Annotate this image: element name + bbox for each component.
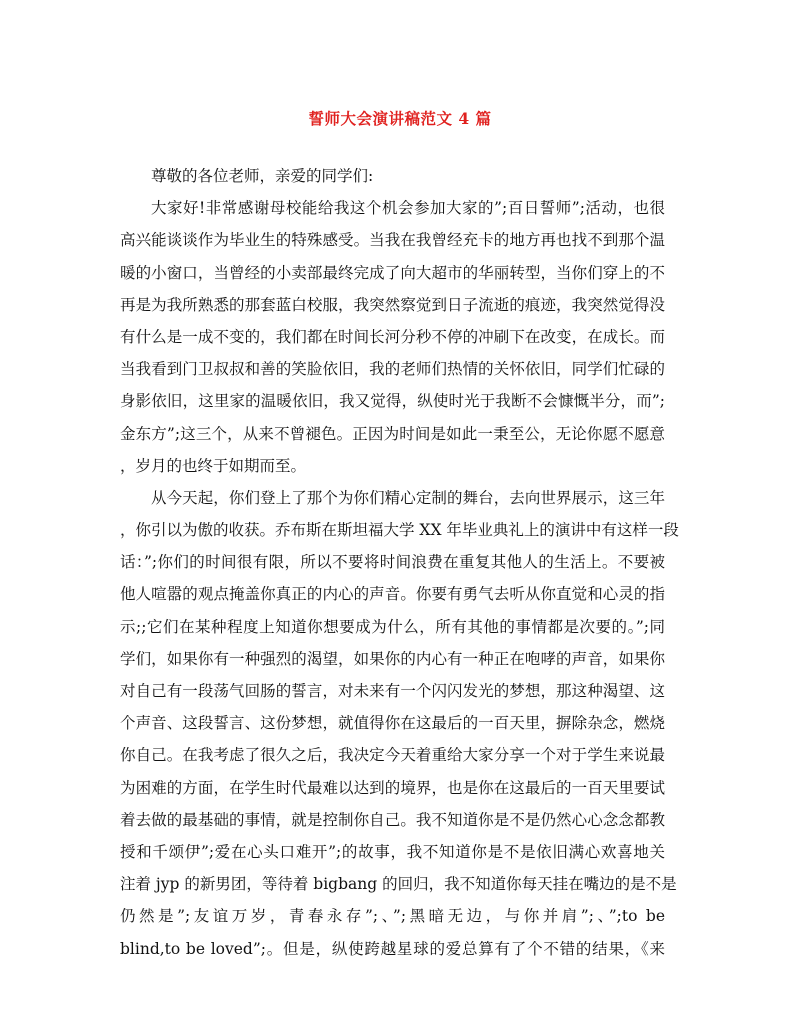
text-line: blind,to be loved”;。但是，纵使跨越星球的爱总算有了个不错的结果，《来 (120, 939, 665, 958)
text-line: 金东方”;这三个，从来不曾褪色。正因为时间是如此一秉至公，无论你愿不愿意 (120, 424, 665, 443)
text-line: 当我看到门卫叔叔和善的笑脸依旧，我的老师们热情的关怀依旧，同学们忙碌的 (120, 360, 665, 379)
text-line: 着去做的最基础的事情，就是控制你自己。我不知道你是不是仍然心心念念都教 (120, 810, 665, 829)
text-line: 注着 jyp 的新男团，等待着 bigbang 的回归，我不知道你每天挂在嘴边的是不是 (120, 875, 677, 894)
document-title: 誓师大会演讲稿范文 4 篇 (308, 109, 492, 128)
text-line: 大家好!非常感谢母校能给我这个机会参加大家的”;百日誓师”;活动，也很 (151, 199, 665, 218)
text-line: 为困难的方面，在学生时代最难以达到的境界，也是你在这最后的一百天里要试 (120, 778, 665, 797)
text-line: 暖的小窗口，当曾经的小卖部最终完成了向大超市的华丽转型，当你们穿上的不 (120, 263, 665, 282)
text-line: 他人喧嚣的观点掩盖你真正的内心的声音。你要有勇气去听从你直觉和心灵的指 (120, 585, 665, 604)
document-body (120, 160, 679, 965)
text-line: 你自己。在我考虑了很久之后，我决定今天着重给大家分享一个对于学生来说最 (120, 746, 665, 765)
text-line: 话：”;你们的时间很有限，所以不要将时间浪费在重复其他人的生活上。不要被 (120, 553, 665, 572)
text-line: 高兴能谈谈作为毕业生的特殊感受。当我在我曾经充卡的地方再也找不到那个温 (120, 231, 665, 250)
text-line: 个声音、这段誓言、这份梦想，就值得你在这最后的一百天里，摒除杂念，燃烧 (120, 714, 665, 733)
text-line: 仍然是”;友谊万岁，青春永存”;、”;黑暗无边，与你并肩”;、”;to be (120, 907, 665, 926)
text-line: ，你引以为傲的收获。乔布斯在斯坦福大学 XX 年毕业典礼上的演讲中有这样一段 (120, 521, 679, 540)
text-line: 对自己有一段荡气回肠的誓言，对未来有一个闪闪发光的梦想，那这种渴望、这 (120, 682, 665, 700)
text-line: 再是为我所熟悉的那套蓝白校服，我突然察觉到日子流逝的痕迹，我突然觉得没 (120, 295, 665, 314)
text-line: 授和千颂伊”;爱在心头口难开”;的故事，我不知道你是不是依旧满心欢喜地关 (120, 842, 665, 861)
text-line: 尊敬的各位老师，亲爱的同学们: (151, 167, 374, 185)
text-line: 身影依旧，这里家的温暖依旧，我又觉得，纵使时光于我断不会慷慨半分，而”; (120, 392, 665, 411)
text-line: ，岁月的也终于如期而至。 (120, 456, 307, 475)
text-line: 学们，如果你有一种强烈的渴望，如果你的内心有一种正在咆哮的声音，如果你 (120, 649, 665, 668)
text-line: 有什么是一成不变的，我们都在时间长河分秒不停的冲刷下在改变，在成长。而 (120, 327, 665, 346)
text-line: 示;;它们在某种程度上知道你想要成为什么，所有其他的事情都是次要的。”;同 (120, 617, 665, 636)
text-line: 从今天起，你们登上了那个为你们精心定制的舞台，去向世界展示，这三年 (151, 488, 665, 507)
